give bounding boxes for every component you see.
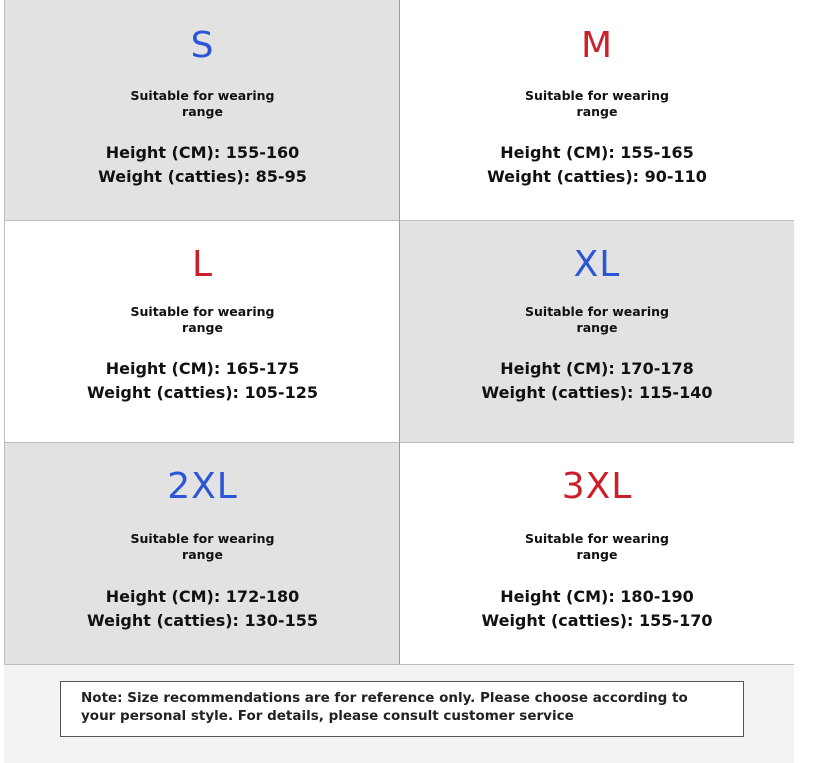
size-label: 3XL	[561, 466, 633, 507]
weight-range: Weight (catties): 130-155	[87, 611, 318, 630]
height-range: Height (CM): 170-178	[500, 359, 694, 378]
size-card-l	[5, 221, 400, 443]
weight-range: Weight (catties): 90-110	[487, 167, 707, 186]
weight-range: Weight (catties): 115-140	[481, 383, 713, 402]
size-label: 2XL	[167, 466, 238, 507]
height-range: Height (CM): 165-175	[105, 359, 300, 378]
size-card-m	[399, 0, 794, 221]
size-label: XL	[573, 244, 621, 285]
weight-range: Weight (catties): 155-170	[481, 611, 713, 630]
height-range: Height (CM): 155-160	[105, 143, 300, 162]
height-range: Height (CM): 172-180	[105, 587, 300, 606]
size-chart-grid	[4, 0, 795, 665]
size-card-s	[5, 0, 400, 221]
disclaimer-note	[60, 681, 744, 737]
size-subtitle: Suitable for wearing range	[525, 531, 669, 562]
height-range: Height (CM): 155-165	[500, 143, 694, 162]
disclaimer-text: Note: Size recommendations are for reference only. Please choose according to your personal style. For details, please consult customer service	[81, 690, 688, 724]
size-label: S	[190, 25, 215, 66]
size-subtitle: Suitable for wearing range	[130, 531, 275, 562]
height-range: Height (CM): 180-190	[500, 587, 694, 606]
size-card-2xl	[5, 443, 400, 665]
size-label: L	[191, 244, 214, 285]
size-subtitle: Suitable for wearing range	[525, 304, 669, 335]
size-subtitle: Suitable for wearing range	[130, 304, 275, 335]
size-label: M	[580, 25, 614, 66]
size-card-xl	[399, 221, 794, 443]
weight-range: Weight (catties): 105-125	[87, 383, 318, 402]
weight-range: Weight (catties): 85-95	[98, 167, 307, 186]
size-subtitle: Suitable for wearing range	[130, 88, 275, 119]
size-card-3xl	[399, 443, 794, 665]
size-subtitle: Suitable for wearing range	[525, 88, 669, 119]
